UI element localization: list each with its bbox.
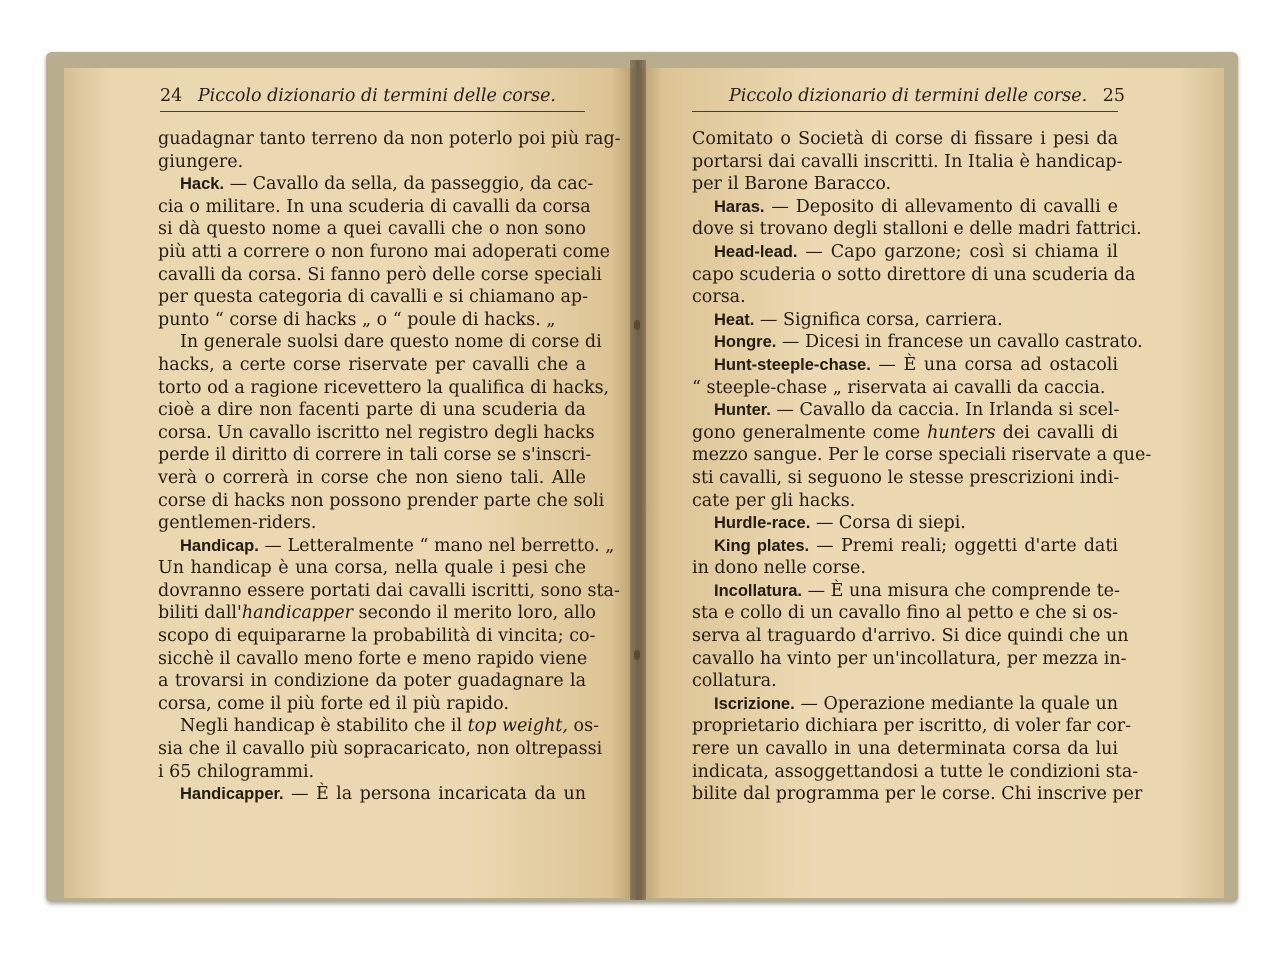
- text-line: [158, 444, 592, 467]
- text-line: [692, 512, 1118, 535]
- text-line: [158, 602, 596, 625]
- text-line: [692, 241, 1118, 264]
- binding-stitch: [634, 650, 640, 660]
- text-fragment: corsa.: [692, 287, 746, 308]
- text-fragment: hacks, a certe corse riservate per cavalli che a: [158, 354, 586, 375]
- right-running-title: Piccolo dizionario di termini delle corse.: [729, 86, 1088, 106]
- text-line: [158, 467, 586, 490]
- dictionary-term: Handicap.: [180, 536, 259, 555]
- text-line: [158, 151, 586, 174]
- text-line: [158, 625, 596, 648]
- text-fragment: si dà questo nome a quei cavalli che o non sono: [158, 219, 586, 240]
- text-line: [158, 218, 586, 241]
- text-fragment: secondo il merito loro, allo: [352, 603, 596, 624]
- text-line: [692, 173, 1118, 196]
- text-line: [158, 490, 605, 513]
- text-line: [692, 648, 1127, 671]
- text-line: [158, 580, 620, 603]
- italic-term: hunters: [927, 422, 996, 443]
- text-fragment: — Cavallo da caccia. In Irlanda si scel-: [770, 400, 1120, 421]
- text-fragment: — È una corsa ad ostacoli: [870, 354, 1118, 375]
- text-line: [692, 218, 1142, 241]
- text-fragment: dovranno essere portati dai cavalli iscritti, sono sta-: [158, 580, 620, 601]
- text-line: [158, 422, 595, 445]
- right-page-text: [692, 128, 1152, 806]
- text-line: [692, 715, 1132, 738]
- dictionary-term: Haras.: [714, 197, 765, 216]
- text-line: [692, 286, 1118, 309]
- left-running-title: Piccolo dizionario di termini delle corse.: [197, 86, 556, 106]
- text-fragment: sicchè il cavallo meno forte e meno rapido viene: [158, 648, 588, 669]
- text-fragment: mezzo sangue. Per le corse speciali riservate a que-: [692, 445, 1152, 466]
- text-fragment: capo scuderia o sotto direttore di una scuderia da: [692, 264, 1136, 285]
- dictionary-term: Hunter.: [714, 401, 771, 420]
- text-line: [158, 761, 586, 784]
- text-fragment: — Operazione mediante la quale un: [794, 693, 1118, 714]
- text-line: [158, 693, 586, 716]
- text-line: [158, 670, 586, 693]
- text-fragment: più atti a correre o non furono mai adoperati come: [158, 241, 610, 262]
- text-fragment: os-: [567, 716, 599, 737]
- dictionary-term: Heat.: [714, 310, 755, 329]
- text-fragment: gono generalmente come: [692, 422, 928, 443]
- text-fragment: proprietario dichiara per iscritto, di voler far cor-: [692, 716, 1132, 737]
- dictionary-term: Iscrizione.: [714, 694, 795, 713]
- text-line: [158, 173, 594, 196]
- text-fragment: per questa categoria di cavalli e si chiamano ap-: [158, 287, 589, 308]
- text-fragment: — Premi reali; oggetti d'arte dati: [809, 535, 1118, 556]
- text-line: [692, 377, 1118, 400]
- text-line: [692, 331, 1143, 354]
- text-fragment: collatura.: [692, 671, 777, 692]
- text-line: [692, 738, 1118, 761]
- text-line: [158, 557, 586, 580]
- text-fragment: giungere.: [158, 151, 244, 172]
- text-fragment: cioè a dire non facenti parte di una scuderia da: [158, 400, 586, 421]
- text-line: [692, 264, 1136, 287]
- text-line: [158, 196, 591, 219]
- left-header-rule: [160, 111, 585, 112]
- text-line: [692, 580, 1118, 603]
- text-line: [158, 715, 599, 738]
- dictionary-term: Hongre.: [714, 333, 777, 352]
- text-line: [692, 422, 1118, 445]
- text-line: [158, 354, 586, 377]
- text-fragment: sta e collo di un cavallo fino al petto e che si os-: [692, 603, 1118, 624]
- text-fragment: guadagnar tanto terreno da non poterlo poi più rag-: [158, 129, 621, 149]
- text-line: [158, 309, 586, 332]
- book-gutter: [630, 60, 646, 900]
- text-line: [692, 399, 1118, 422]
- text-fragment: corsa, come il più forte ed il più rapido.: [158, 693, 509, 714]
- text-fragment: In generale suolsi dare questo nome di corse di: [180, 332, 602, 353]
- text-line: [692, 625, 1129, 648]
- text-fragment: i 65 chilogrammi.: [158, 761, 315, 782]
- dictionary-term: Handicapper.: [180, 785, 284, 804]
- text-line: [158, 241, 610, 264]
- text-fragment: sia che il cavallo più sopracaricato, non oltrepassi: [158, 739, 603, 760]
- text-fragment: dei cavalli di: [995, 422, 1118, 443]
- italic-term: handicapper: [241, 603, 353, 624]
- text-line: [692, 535, 1118, 558]
- text-fragment: serva al traguardo d'arrivo. Si dice quindi che un: [692, 626, 1129, 647]
- text-line: [692, 128, 1118, 151]
- text-fragment: — Cavallo da sella, da passeggio, da cac-: [224, 174, 594, 195]
- text-line: [158, 512, 586, 535]
- text-fragment: cavalli da corsa. Si fanno però delle corse speciali: [158, 264, 602, 285]
- text-line: [692, 151, 1123, 174]
- dictionary-term: Head-lead.: [714, 242, 798, 261]
- text-fragment: — Corsa di siepi.: [810, 513, 966, 534]
- text-fragment: bilite dal programma per le corse. Chi inscrive per: [692, 784, 1143, 805]
- text-fragment: per il Barone Baracco.: [692, 174, 892, 195]
- text-fragment: scopo di equipararne la probabilità di vincita; co-: [158, 626, 596, 647]
- text-line: [692, 693, 1118, 716]
- text-line: [158, 128, 621, 151]
- text-fragment: in dono nelle corse.: [692, 558, 866, 579]
- text-fragment: “ steeple-chase „ riservata ai cavalli da caccia.: [692, 377, 1106, 398]
- text-fragment: corsa. Un cavallo iscritto nel registro degli hacks: [158, 422, 595, 443]
- right-running-header: [729, 86, 1125, 106]
- text-fragment: biliti dall': [158, 603, 242, 624]
- left-page-text: [158, 128, 621, 806]
- italic-term: top weight,: [467, 716, 568, 737]
- text-line: [692, 670, 1118, 693]
- text-line: [692, 444, 1152, 467]
- text-line: [158, 535, 615, 558]
- dictionary-term: Incollatura.: [714, 581, 803, 600]
- text-fragment: Un handicap è una corsa, nella quale i pesi che: [158, 558, 586, 579]
- text-line: [692, 354, 1118, 377]
- text-fragment: perde il diritto di correre in tali corse se s'inscri-: [158, 445, 592, 466]
- binding-stitch: [634, 320, 640, 330]
- dictionary-term: Hurdle-race.: [714, 514, 811, 533]
- text-fragment: torto od a ragione ricevettero la qualifica di hacks,: [158, 377, 610, 398]
- text-fragment: — Significa corsa, carriera.: [754, 309, 1003, 330]
- text-fragment: Comitato o Società di corse di fissare i pesi da: [692, 129, 1118, 149]
- text-line: [692, 309, 1118, 332]
- text-fragment: verà o correrà in corse che non sieno tali. Alle: [158, 467, 586, 488]
- text-line: [692, 783, 1143, 806]
- dictionary-term: King plates.: [714, 536, 810, 555]
- dictionary-term: Hunt-steeple-chase.: [714, 355, 871, 374]
- text-line: [692, 602, 1118, 625]
- dictionary-term: Hack.: [180, 175, 225, 194]
- text-line: [158, 648, 586, 671]
- text-fragment: sti cavalli, si seguono le stesse prescrizioni indi-: [692, 467, 1120, 488]
- text-fragment: cate per gli hacks.: [692, 490, 856, 511]
- text-fragment: — Capo garzone; così si chiama il: [797, 241, 1118, 262]
- text-fragment: — È una misura che comprende te-: [802, 580, 1120, 601]
- text-fragment: corse di hacks non possono prender parte che soli: [158, 490, 605, 511]
- text-fragment: dove si trovano degli stalloni e delle madri fattrici.: [692, 219, 1142, 240]
- text-fragment: — Dicesi in francese un cavallo castrato.: [776, 332, 1143, 353]
- text-fragment: — Letteralmente “ mano nel berretto. „: [258, 535, 615, 556]
- text-line: [158, 264, 602, 287]
- text-fragment: rere un cavallo in una determinata corsa da lui: [692, 739, 1118, 760]
- text-fragment: — È la persona incaricata da un: [283, 784, 586, 805]
- text-line: [158, 286, 589, 309]
- text-line: [158, 377, 610, 400]
- text-fragment: gentlemen-riders.: [158, 513, 317, 534]
- text-fragment: indicata, assoggettandosi a tutte le condizioni sta-: [692, 761, 1139, 782]
- right-page-number: 25: [1102, 86, 1125, 106]
- text-fragment: a trovarsi in condizione da poter guadagnare la: [158, 671, 586, 692]
- left-page-number: 24: [160, 86, 183, 106]
- text-fragment: portarsi dai cavalli inscritti. In Italia è handicap-: [692, 151, 1123, 172]
- right-header-rule: [692, 111, 1118, 112]
- left-running-header: [160, 86, 556, 106]
- text-fragment: cia o militare. In una scuderia di cavalli da corsa: [158, 196, 591, 217]
- text-line: [692, 557, 1118, 580]
- text-fragment: — Deposito di allevamento di cavalli e: [764, 196, 1118, 217]
- text-line: [158, 783, 586, 806]
- text-line: [692, 490, 1118, 513]
- text-line: [692, 467, 1118, 490]
- text-fragment: punto “ corse di hacks „ o “ poule di hacks. „: [158, 309, 556, 330]
- text-line: [158, 738, 603, 761]
- text-line: [158, 331, 602, 354]
- text-line: [692, 761, 1139, 784]
- text-line: [158, 399, 586, 422]
- text-line: [692, 196, 1118, 219]
- text-fragment: Negli handicap è stabilito che il: [180, 716, 468, 737]
- text-fragment: cavallo ha vinto per un'incollatura, per mezza in-: [692, 648, 1127, 669]
